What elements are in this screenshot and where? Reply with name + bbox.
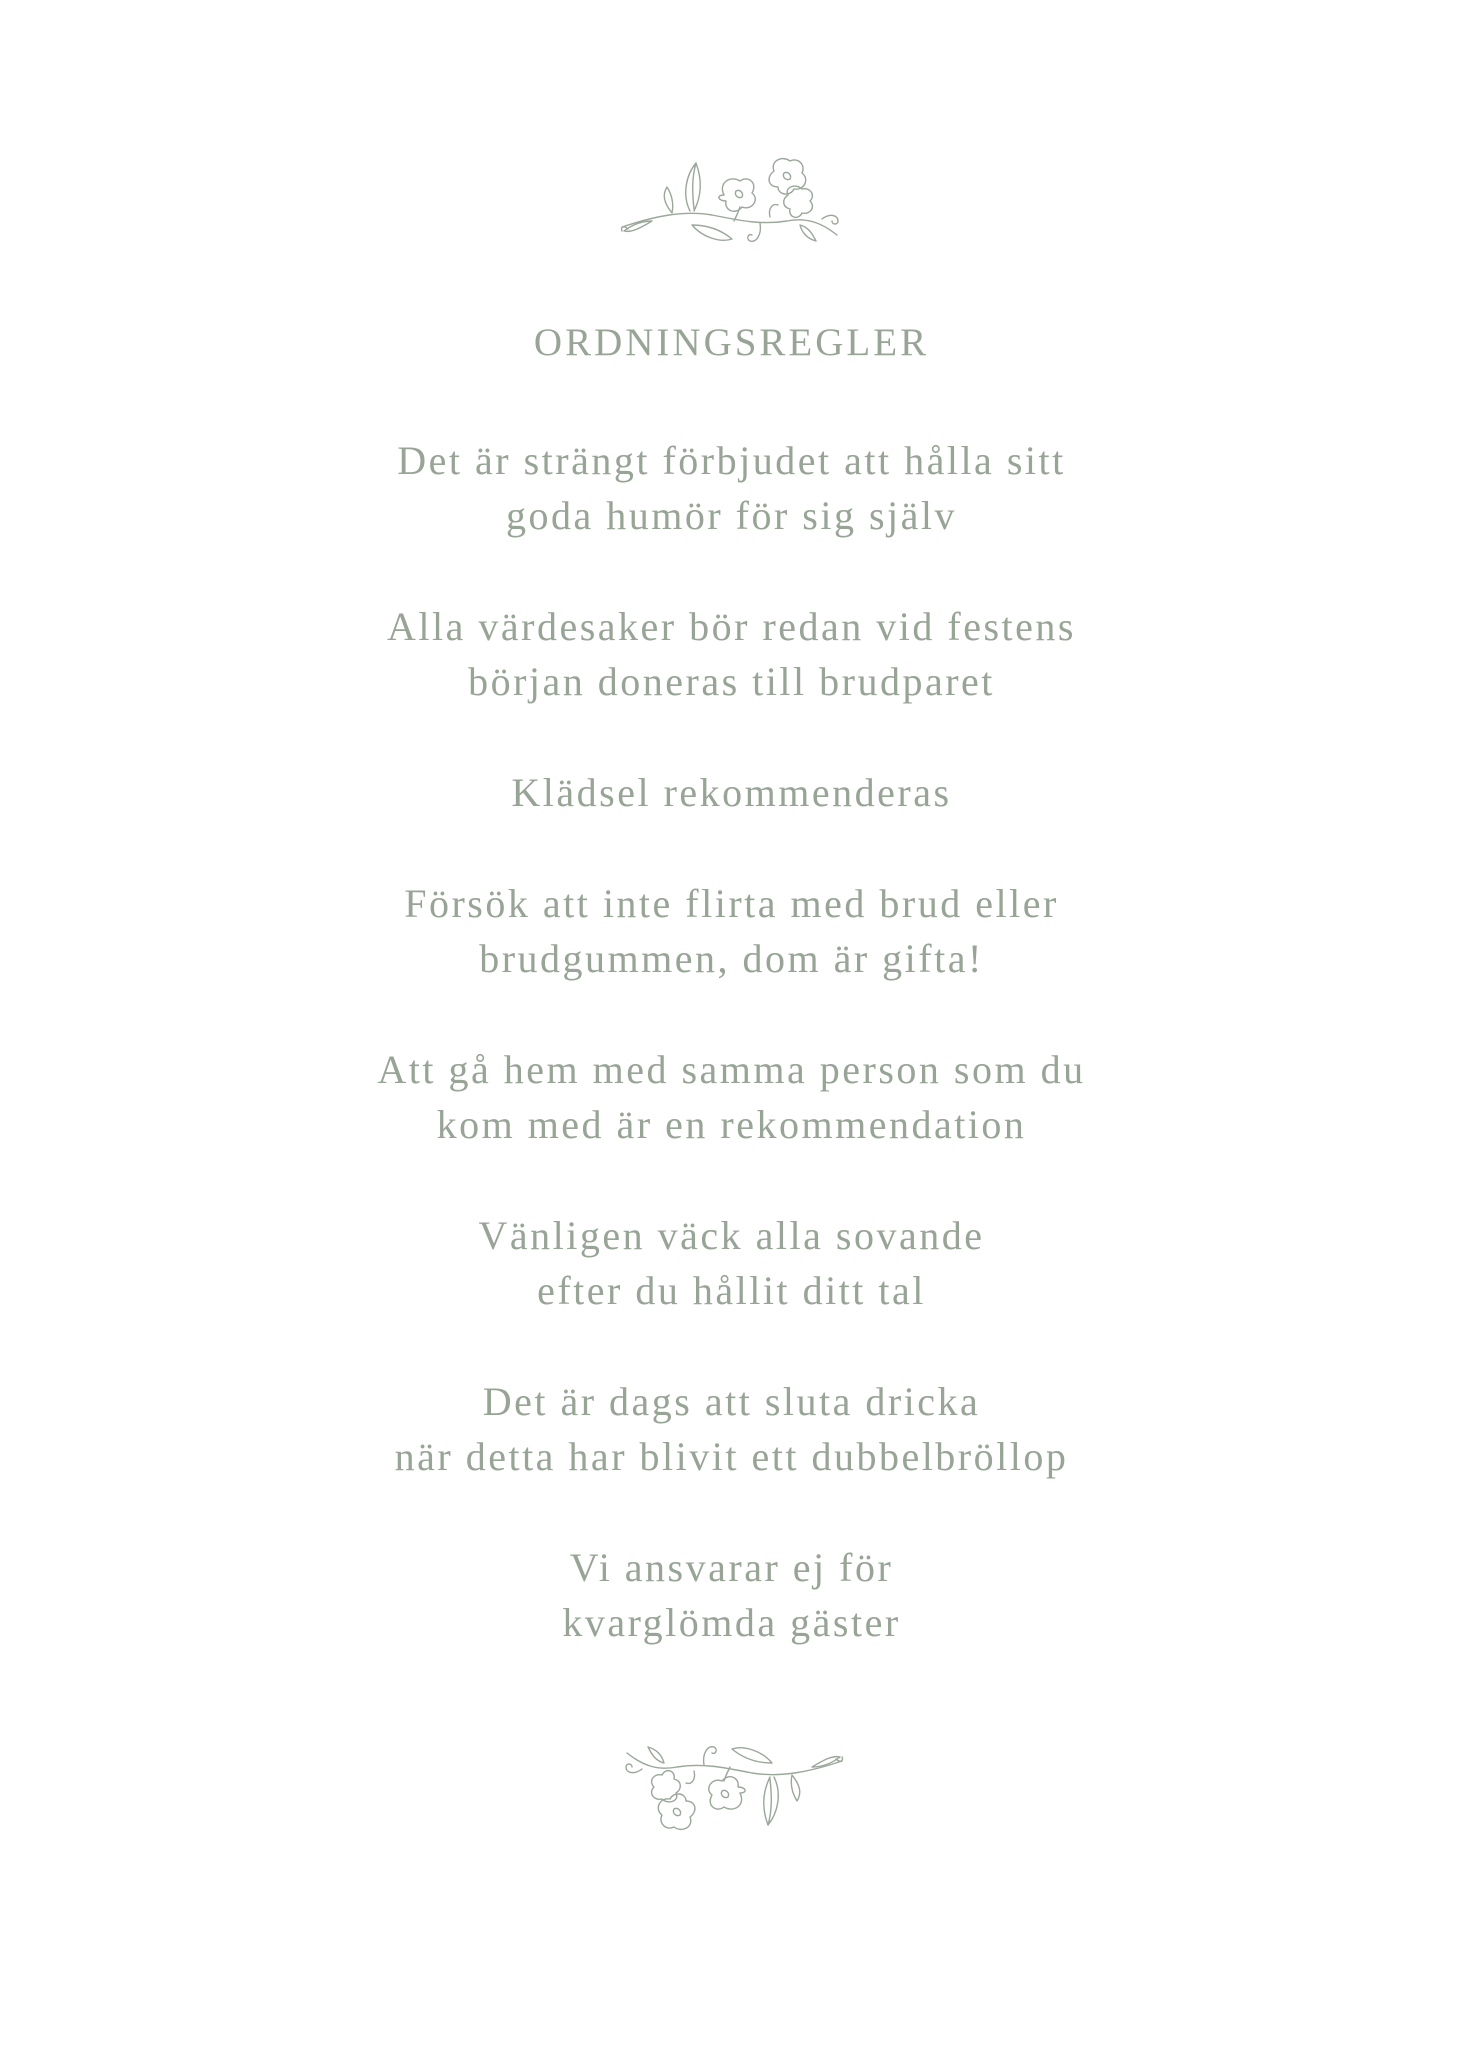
- floral-branch-bottom-icon: [612, 1733, 852, 1833]
- floral-branch-top-icon: [612, 155, 852, 255]
- rule-line: Klädsel rekommenderas: [511, 770, 952, 815]
- rule-line: början doneras till brudparet: [468, 659, 995, 704]
- rule-line: kom med är en rekommendation: [436, 1102, 1027, 1147]
- rule-item: [0, 1208, 1463, 1318]
- rule-item: [0, 1540, 1463, 1650]
- rule-line: när detta har blivit ett dubbelbröllop: [394, 1434, 1069, 1479]
- rule-line: Alla värdesaker bör redan vid festens: [387, 604, 1076, 649]
- rule-line: Försök att inte flirta med brud eller: [404, 881, 1059, 926]
- rule-line: Att gå hem med samma person som du: [377, 1047, 1086, 1092]
- rule-line: Vänligen väck alla sovande: [478, 1213, 985, 1258]
- rule-line: Det är dags att sluta dricka: [482, 1379, 981, 1424]
- rule-line: goda humör för sig själv: [505, 493, 958, 538]
- page-title: ORDNINGSREGLER: [533, 321, 930, 364]
- rule-item: [0, 765, 1463, 820]
- rule-line: kvarglömda gäster: [562, 1600, 901, 1645]
- rule-line: brudgummen, dom är gifta!: [479, 936, 984, 981]
- rules-list: [0, 433, 1463, 1706]
- rule-item: [0, 1042, 1463, 1152]
- rule-item: [0, 599, 1463, 709]
- rule-item: [0, 433, 1463, 543]
- rule-item: [0, 876, 1463, 986]
- rule-line: Det är strängt förbjudet att hålla sitt: [397, 438, 1066, 483]
- rule-line: Vi ansvarar ej för: [569, 1545, 894, 1590]
- rule-item: [0, 1374, 1463, 1484]
- rule-line: efter du hållit ditt tal: [537, 1268, 926, 1313]
